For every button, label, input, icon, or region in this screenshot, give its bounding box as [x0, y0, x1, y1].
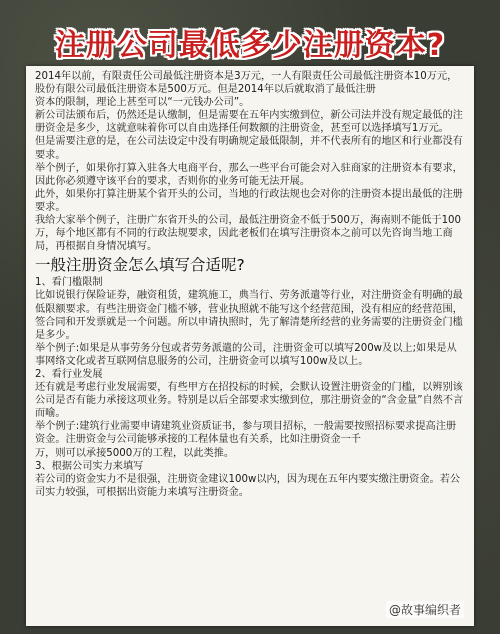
- paragraph: 资本的限制，理论上甚至可以“一元钱办公司”。: [35, 97, 250, 109]
- article-sheet: [26, 66, 474, 626]
- paragraph: 新公司法颁布后，仍然还是认缴制，但是需要在五年内实缴到位，新公司法并没有规定最低的注册资金是多少，这就意味着你可以自由选择任何数额的注册资金，甚至可以选择填写1万元。: [35, 110, 463, 135]
- paragraph: 我给大家举个例子，注册广东省开头的公司，最低注册资金不低于500万，海南则不能低于100万，每个地区都有不同的行政法规要求，因此老板们在填写注册资本之前可以先咨询当地工商局，再根据自身情况填写。: [35, 215, 462, 253]
- section-title: 3、根据公司实力来填写: [35, 460, 144, 472]
- paragraph: 举个例子:如果是从事劳务分包或者劳务派遣的公司，注册资金可以填写200w及以上;如果是从事网络文化或者互联网信息服务的公司，注册资金可以填写100w及以上。: [35, 342, 457, 367]
- paragraph: 此外，如果你打算注册某个省开头的公司，当地的行政法规也会对你的注册资本提出最低的注册要求。: [35, 188, 463, 213]
- section-title: 1、看门槛限制: [35, 277, 103, 289]
- watermark: @故事编织者: [386, 601, 464, 618]
- section-heading: 一般注册资金怎么填写合适呢?: [35, 256, 245, 275]
- paragraph: 万，则可以承接5000万的工程，以此类推。: [35, 447, 235, 459]
- paragraph: 若公司的资金实力不是很强，注册资金建议100w以内，因为现在五年内要实缴注册资金。若公司实力较强，可根据出资能力来填写注册资金。: [35, 473, 461, 498]
- paragraph: 举个例子，如果你打算入驻各大电商平台，那么一些平台可能会对入驻商家的注册资本有要求，因此你必须遵守该平台的要求，否则你的业务可能无法开展。: [35, 162, 463, 187]
- page-title: 注册公司最低多少注册资本?: [54, 28, 446, 63]
- paragraph: 还有就是考虑行业发展需要，有些甲方在招投标的时候，会默认设置注册资金的门槛，以辨别该公司是否有能力承接这项业务。特别是以后全部要求实缴到位，那注册资金的“含金量”自然不言而喻。: [35, 382, 464, 420]
- article-content: [26, 66, 474, 499]
- paragraph: 2014年以前，有限责任公司最低注册资本是3万元，一人有限责任公司最低注册资本10万元，股份有限公司最低注册资本是500万元。但是2014年以后就取消了最低注册: [35, 71, 458, 96]
- paragraph: 但是需要注意的是，在公司法设定中没有明确规定最低限制，并不代表所有的地区和行业都没有要求。: [35, 136, 463, 161]
- paragraph: 比如说银行保险证券，融资租赁，建筑施工，典当行、劳务派遣等行业，对注册资金有明确的最低限额要求。有些注册资金门槛不够，营业执照就不能写这个经营范围，没有相应的经营范围，签合同和开发票就是一个问题。所以申请执照时，先了解清楚所经营的业务需要的注册资金门槛是多少。: [35, 290, 463, 341]
- section-title: 2、看行业发展: [35, 368, 103, 380]
- paragraph: 举个例子:建筑行业需要申请建筑业资质证书，参与项目招标，一般需要按照招标要求提高注册资金。注册资金与公司能够承接的工程体量也有关系，比如注册资金一千: [35, 421, 457, 446]
